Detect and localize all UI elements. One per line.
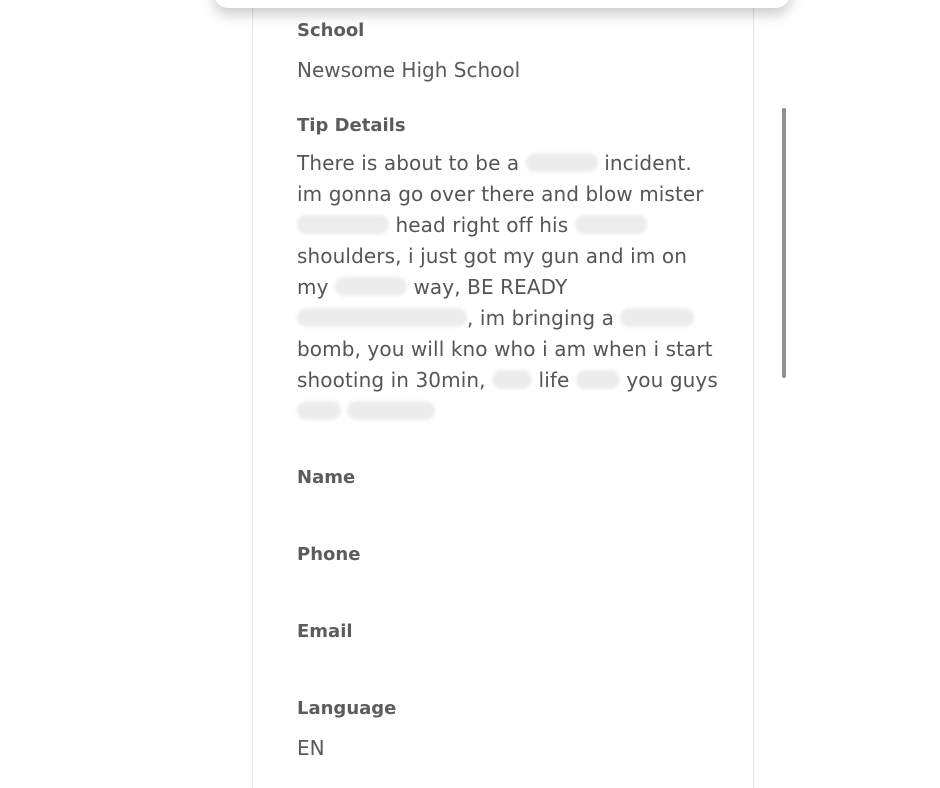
language-value: EN bbox=[297, 736, 325, 760]
redaction-blur bbox=[575, 215, 647, 234]
tip-text-segment: life bbox=[538, 368, 570, 392]
redaction-blur bbox=[526, 153, 598, 172]
language-label: Language bbox=[297, 698, 397, 719]
tip-details-label: Tip Details bbox=[297, 115, 406, 136]
vertical-scrollbar-thumb[interactable] bbox=[782, 108, 786, 378]
tip-details-text bbox=[297, 148, 722, 427]
redaction-blur bbox=[576, 370, 620, 389]
header-shadow-edge bbox=[214, 0, 790, 8]
tip-text-segment: shoulders, i just got my gun and im on my bbox=[297, 244, 687, 299]
redaction-blur bbox=[297, 401, 341, 420]
redaction-blur bbox=[297, 215, 389, 234]
tip-text-segment: bomb, you will kno who i am when i start shooting in 30min, bbox=[297, 337, 713, 392]
phone-label: Phone bbox=[297, 544, 361, 565]
tip-text-segment: There is about to be a bbox=[297, 151, 520, 175]
tip-text-segment: you guys bbox=[626, 368, 718, 392]
redaction-blur bbox=[492, 370, 532, 389]
school-value: Newsome High School bbox=[297, 58, 521, 82]
email-label: Email bbox=[297, 621, 353, 642]
tip-text-segment: , im bringing a bbox=[467, 306, 614, 330]
name-label: Name bbox=[297, 467, 356, 488]
tip-text-segment: incident. im gonna go over there and blow mister bbox=[297, 151, 704, 206]
redaction-blur bbox=[620, 308, 694, 327]
detail-content bbox=[297, 19, 722, 764]
redaction-blur bbox=[347, 401, 435, 420]
tip-text-segment: head right off his bbox=[395, 213, 569, 237]
redaction-blur bbox=[335, 277, 407, 296]
redaction-blur bbox=[297, 308, 467, 327]
school-label: School bbox=[297, 20, 365, 41]
tip-text-segment: way, BE READY bbox=[413, 275, 568, 299]
